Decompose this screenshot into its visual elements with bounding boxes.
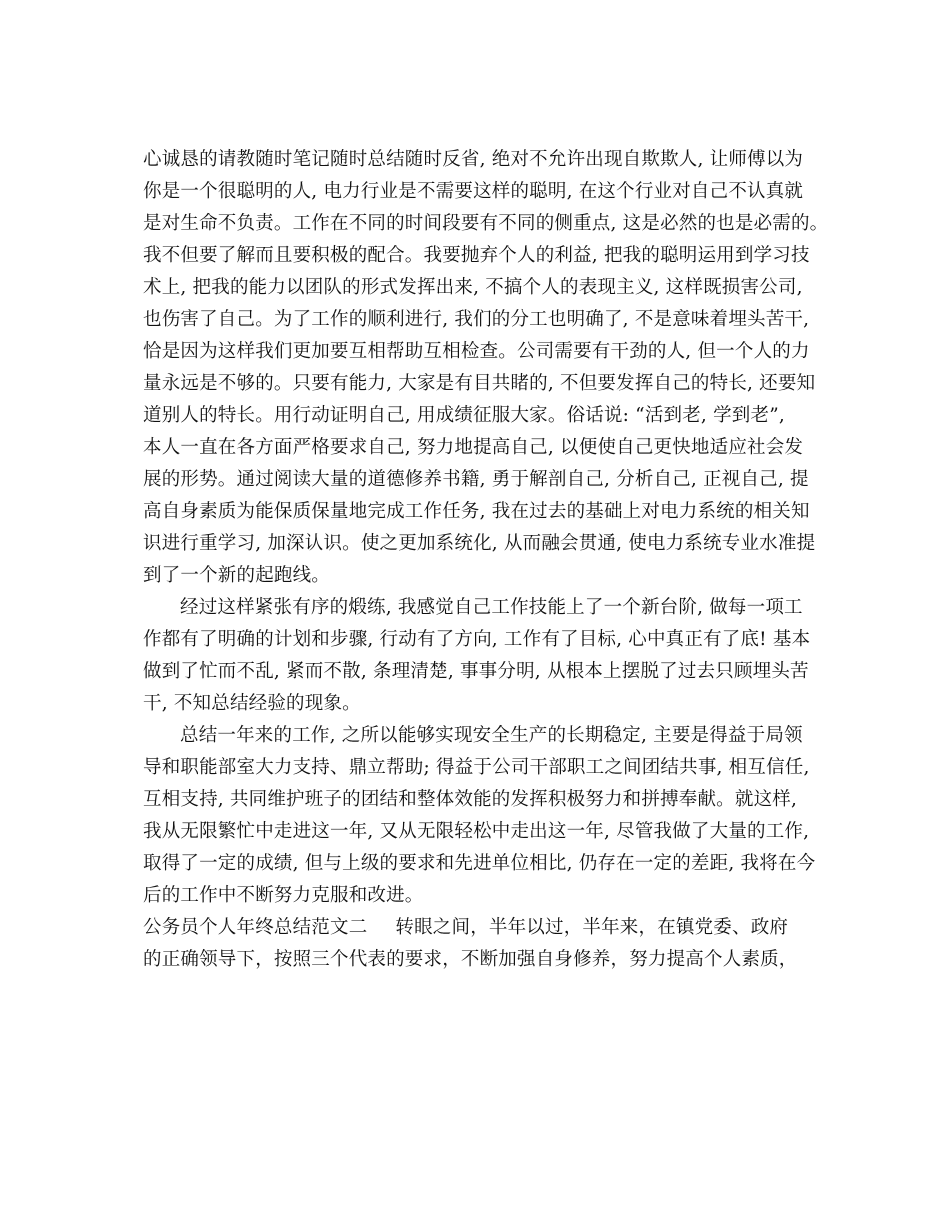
paragraph-start-line: 经过这样紧张有序的煅练, 我感觉自己工作技能上了一个新台阶, 做每一项工 (180, 597, 803, 618)
text-line: 道别人的特长。用行动证明自己, 用成绩征服大家。俗话说: “活到老, 学到老”, (143, 405, 785, 426)
text-line: 你是一个很聪明的人, 电力行业是不需要这样的聪明, 在这个行业对自己不认真就 (143, 181, 804, 202)
text-line: 到了一个新的起跑线。 (143, 565, 331, 586)
text-line: 量永远是不够的。只要有能力, 大家是有目共睹的, 不但要发挥自己的特长, 还要知 (143, 373, 816, 394)
text-line: 恰是因为这样我们更加要互相帮助互相检查。公司需要有干劲的人, 但一个人的力 (143, 341, 810, 362)
text-line: 我从无限繁忙中走进这一年, 又从无限轻松中走出这一年, 尽管我做了大量的工作, (143, 821, 810, 842)
text-line: 高自身素质为能保质保量地完成工作任务, 我在过去的基础上对电力系统的相关知 (143, 501, 810, 522)
section-heading-line (143, 916, 788, 940)
text-line: 识进行重学习, 加深认识。使之更加系统化, 从而融会贯通, 使电力系统专业水准提 (143, 533, 816, 554)
text-line: 本人一直在各方面严格要求自己, 努力地提高自己, 以便使自己更快地适应社会发 (143, 437, 804, 458)
section-first-line: 转眼之间，半年以过，半年来，在镇党委、政府 (395, 917, 789, 938)
text-line: 互相支持, 共同维护班子的团结和整体效能的发挥积极努力和拼搏奉献。就这样, (143, 789, 798, 810)
text-line: 是对生命不负责。工作在不同的时间段要有不同的侧重点, 这是必然的也是必需的。 (143, 213, 829, 234)
text-line: 也伤害了自己。为了工作的顺利进行, 我们的分工也明确了, 不是意味着埋头苦干, (143, 309, 810, 330)
text-line: 作都有了明确的计划和步骤, 行动有了方向, 工作有了目标, 心中真正有了底! 基本 (143, 629, 811, 650)
text-line: 导和职能部室大力支持、鼎立帮助; 得益于公司干部职工之间团结共事, 相互信任, (143, 757, 810, 778)
text-line: 做到了忙而不乱, 紧而不散, 条理清楚, 事事分明, 从根本上摆脱了过去只顾埋头苦 (143, 661, 809, 682)
text-line: 术上, 把我的能力以团队的形式发挥出来, 不搞个人的表现主义, 这样既损害公司, (143, 277, 803, 298)
section-title: 公务员个人年终总结范文二 (143, 917, 368, 938)
text-line: 心诚恳的请教随时笔记随时总结随时反省, 绝对不允许出现自欺欺人, 让师傅以为 (143, 149, 804, 170)
text-line: 的正确领导下，按照三个代表的要求，不断加强自身修养，努力提高个人素质， (143, 949, 798, 970)
text-line: 后的工作中不断努力克服和改进。 (143, 885, 424, 906)
text-line: 我不但要了解而且要积极的配合。我要抛弃个人的利益, 把我的聪明运用到学习技 (143, 245, 810, 266)
text-line: 干, 不知总结经验的现象。 (143, 693, 361, 714)
text-line: 取得了一定的成绩, 但与上级的要求和先进单位相比, 仍存在一定的差距, 我将在今 (143, 853, 816, 874)
text-line: 展的形势。通过阅读大量的道德修养书籍, 勇于解剖自己, 分析自己, 正视自己, 提 (143, 469, 809, 490)
paragraph-start-line: 总结一年来的工作, 之所以能够实现安全生产的长期稳定, 主要是得益于局领 (180, 725, 803, 746)
